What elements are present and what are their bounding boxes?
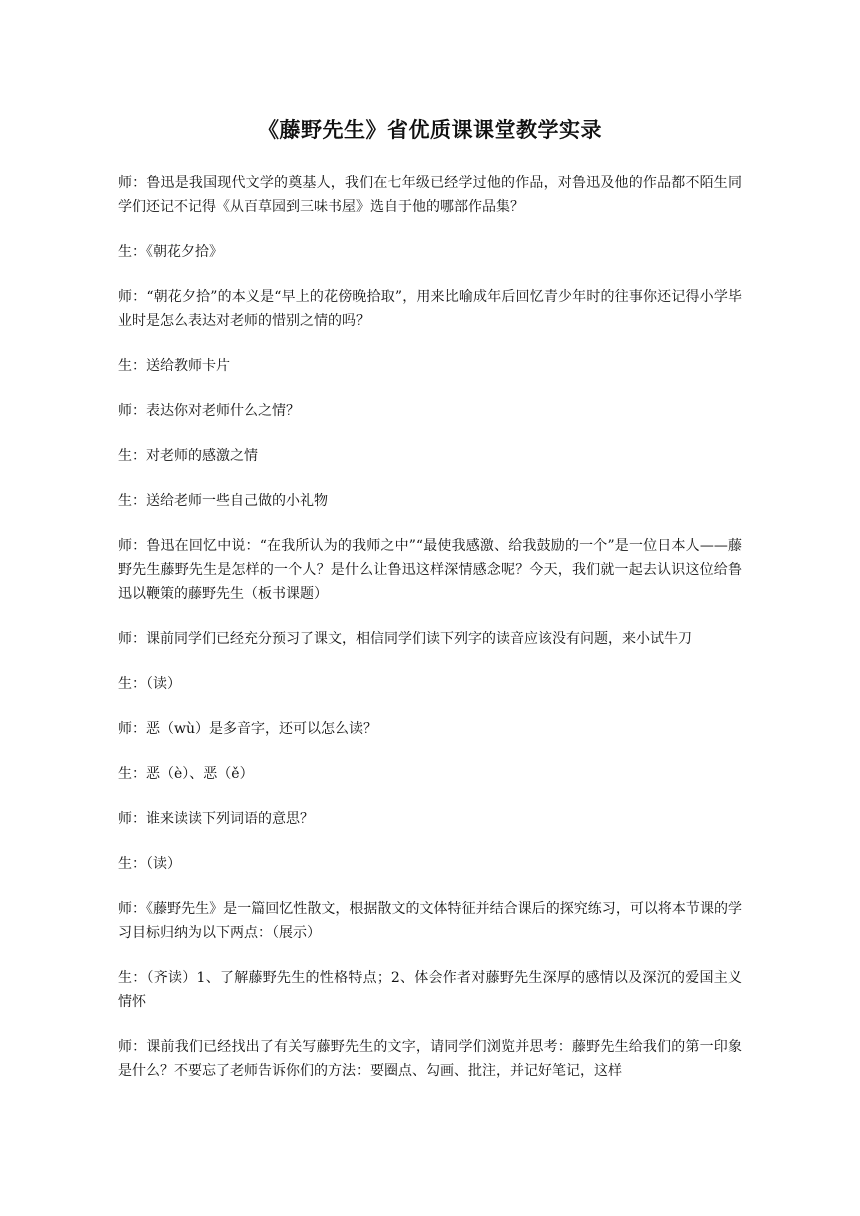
paragraph: 师：表达你对老师什么之情？ <box>118 403 300 419</box>
document-body <box>118 171 742 1104</box>
paragraph: 师：鲁迅在回忆中说：“在我所认为的我师之中”“最使我感激、给我鼓励的一个”是一位日本人——藤野先生藤野先生是怎样的一个人？是什么让鲁迅这样深情感念呢？今天，我们就一起去认识这位给鲁迅以鞭策的藤野先生（板书课题） <box>118 538 742 602</box>
paragraph: 师：课前同学们已经充分预习了课文，相信同学们读下列字的读音应该没有问题，来小试牛刀 <box>118 631 692 647</box>
paragraph: 师：课前我们已经找出了有关写藤野先生的文字，请同学们浏览并思考：藤野先生给我们的第一印象是什么？不要忘了老师告诉你们的方法：要圈点、勾画、批注，并记好笔记，这样 <box>118 1039 742 1079</box>
paragraph: 师：谁来读读下列词语的意思？ <box>118 811 314 827</box>
paragraph: 生：《朝花夕拾》 <box>118 244 223 260</box>
paragraph: 生：送给教师卡片 <box>118 358 230 374</box>
paragraph: 生：恶（è）、恶（ě） <box>118 766 254 782</box>
document-title: 《藤野先生》省优质课课堂教学实录 <box>258 117 602 142</box>
paragraph: 生：（读） <box>118 856 181 872</box>
paragraph: 生：（读） <box>118 676 181 692</box>
paragraph: 师：《藤野先生》是一篇回忆性散文，根据散文的文体特征并结合课后的探究练习，可以将本节课的学习目标归纳为以下两点：（展示） <box>118 901 742 941</box>
paragraph: 师：“朝花夕拾”的本义是“早上的花傍晚拾取”，用来比喻成年后回忆青少年时的往事你还记得小学毕业时是怎么表达对老师的惜别之情的吗？ <box>118 289 742 329</box>
paragraph: 生：（齐读）1、了解藤野先生的性格特点；2、体会作者对藤野先生深厚的感情以及深沉的爱国主义情怀 <box>118 970 742 1010</box>
paragraph: 生：送给老师一些自己做的小礼物 <box>118 493 328 509</box>
paragraph: 师：鲁迅是我国现代文学的奠基人，我们在七年级已经学过他的作品，对鲁迅及他的作品都不陌生同学们还记不记得《从百草园到三味书屋》选自于他的哪部作品集？ <box>118 175 742 215</box>
paragraph: 生：对老师的感激之情 <box>118 448 258 464</box>
paragraph: 师：恶（wù）是多音字，还可以怎么读？ <box>118 721 377 737</box>
